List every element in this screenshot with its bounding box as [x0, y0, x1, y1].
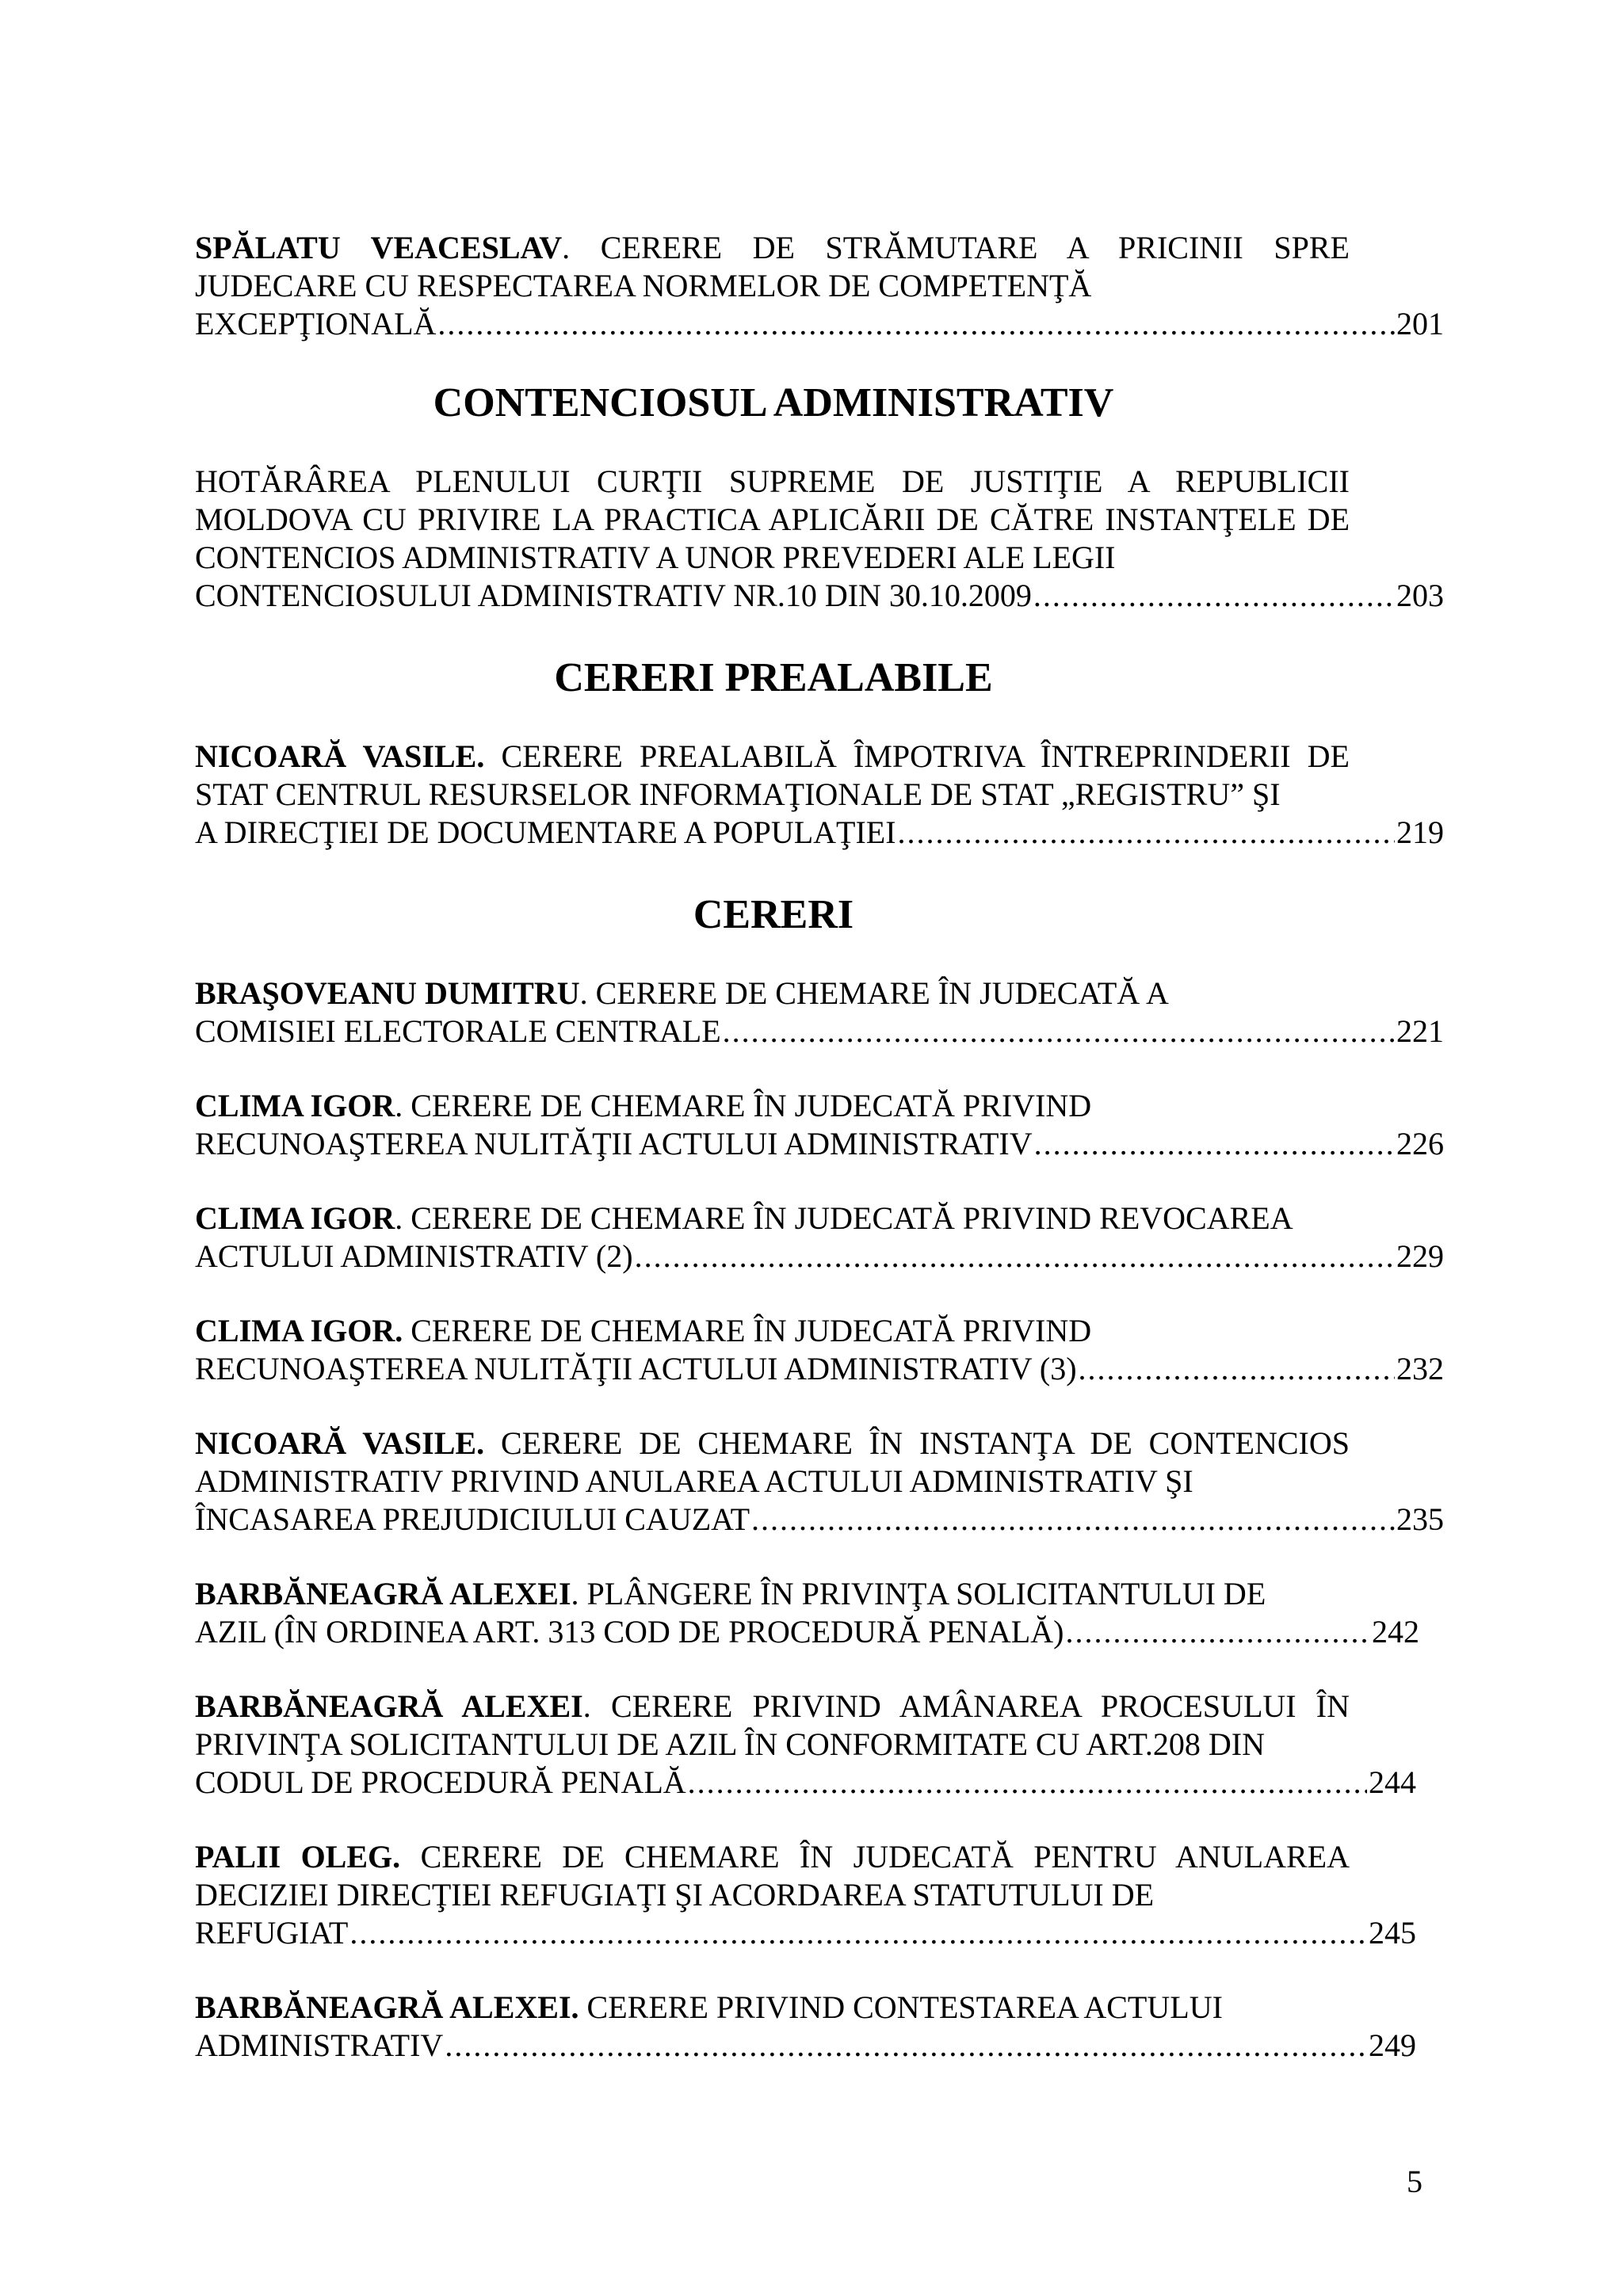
dot-leader	[723, 1013, 1395, 1051]
dot-leader	[1065, 1613, 1370, 1651]
entry-title: CERERE DE CHEMARE ÎN JUDECATĂ PENTRU ANULAREA DECIZIEI DIRECŢIEI REFUGIAŢI ŞI ACORDAREA STATUTULUI DE	[195, 1839, 1350, 1913]
dot-leader	[445, 2027, 1367, 2065]
entry-page-number: 244	[1369, 1764, 1416, 1800]
dot-leader	[635, 1238, 1395, 1276]
entry-page-number: 249	[1369, 2027, 1416, 2063]
entry-title-end: REFUGIAT	[195, 1915, 349, 1951]
dot-leader	[1033, 577, 1395, 615]
entry-title-end: RECUNOAŞTEREA NULITĂŢII ACTULUI ADMINISTRATIV	[195, 1126, 1033, 1161]
entry-author: BRAŞOVEANU DUMITRU	[195, 975, 580, 1011]
entry-title-end: RECUNOAŞTEREA NULITĂŢII ACTULUI ADMINISTRATIV (3)	[195, 1351, 1077, 1386]
entry-page-number: 229	[1396, 1238, 1444, 1274]
entry-author: NICOARĂ VASILE.	[195, 1425, 485, 1461]
entry-page-number: 232	[1396, 1351, 1444, 1386]
toc-entry	[195, 974, 1444, 1051]
entry-author: BARBĂNEAGRĂ ALEXEI	[195, 1688, 583, 1724]
entry-title-end: CODUL DE PROCEDURĂ PENALĂ	[195, 1764, 686, 1800]
toc-entry	[195, 1199, 1444, 1276]
entry-title: . CERERE DE CHEMARE ÎN JUDECATĂ PRIVIND	[395, 1088, 1092, 1123]
entry-author: NICOARĂ VASILE.	[195, 738, 485, 774]
entry-page-number: 245	[1369, 1915, 1416, 1951]
toc-entry	[195, 463, 1444, 615]
dot-leader	[688, 1764, 1367, 1802]
toc-entry	[195, 1575, 1444, 1651]
dot-leader	[751, 1501, 1395, 1539]
dot-leader	[1034, 1125, 1395, 1163]
entry-author: BARBĂNEAGRĂ ALEXEI	[195, 1576, 571, 1611]
entry-title: . CERERE DE CHEMARE ÎN JUDECATĂ A	[579, 975, 1169, 1011]
toc-entry	[195, 1087, 1444, 1163]
dot-leader	[349, 1914, 1367, 1952]
entry-author: CLIMA IGOR	[195, 1200, 395, 1236]
entry-page-number: 219	[1396, 814, 1444, 850]
section-heading-cereri-prealabile: CERERI PREALABILE	[554, 655, 993, 700]
entry-page-number: 201	[1396, 306, 1444, 341]
entry-page-number: 235	[1396, 1501, 1444, 1537]
entry-author: SPĂLATU VEACESLAV	[195, 230, 563, 265]
toc-entry	[195, 229, 1444, 343]
table-of-contents	[195, 229, 1444, 2101]
toc-entry	[195, 1989, 1444, 2065]
entry-page-number: 242	[1372, 1614, 1419, 1650]
entry-author: PALII OLEG.	[195, 1839, 401, 1875]
section-heading-contencios: CONTENCIOSUL ADMINISTRATIV	[433, 380, 1114, 425]
dot-leader	[437, 305, 1395, 343]
entry-author: CLIMA IGOR	[195, 1088, 395, 1123]
page-number: 5	[1407, 2164, 1423, 2199]
entry-author: BARBĂNEAGRĂ ALEXEI.	[195, 1989, 579, 2025]
entry-page-number: 226	[1396, 1126, 1444, 1161]
toc-entry	[195, 1312, 1444, 1388]
entry-author: CLIMA IGOR.	[195, 1313, 403, 1348]
entry-page-number: 203	[1396, 578, 1444, 613]
entry-title-end: CONTENCIOSULUI ADMINISTRATIV NR.10 DIN 30.10.2009	[195, 578, 1032, 613]
dot-leader	[1079, 1350, 1395, 1388]
toc-entry	[195, 738, 1444, 852]
entry-title: . CERERE DE STRĂMUTARE A PRICINII SPRE JUDECARE CU RESPECTAREA NORMELOR DE COMPETENŢĂ	[195, 230, 1350, 303]
toc-entry	[195, 1688, 1444, 1802]
entry-title: . CERERE DE CHEMARE ÎN JUDECATĂ PRIVIND REVOCAREA	[395, 1200, 1293, 1236]
entry-title-end: ÎNCASAREA PREJUDICIULUI CAUZAT	[195, 1501, 750, 1537]
entry-title-end: EXCEPŢIONALĂ	[195, 306, 437, 341]
entry-title-end: ACTULUI ADMINISTRATIV (2)	[195, 1238, 633, 1274]
entry-page-number: 221	[1396, 1013, 1444, 1049]
dot-leader	[898, 814, 1395, 852]
entry-title-end: ADMINISTRATIV	[195, 2027, 444, 2063]
entry-title-end: A DIRECŢIEI DE DOCUMENTARE A POPULAŢIEI	[195, 814, 896, 850]
entry-title: CERERE DE CHEMARE ÎN INSTANŢA DE CONTENCIOS ADMINISTRATIV PRIVIND ANULAREA ACTULUI ADMINISTRATIV ŞI	[195, 1425, 1350, 1499]
entry-title-end: AZIL (ÎN ORDINEA ART. 313 COD DE PROCEDURĂ PENALĂ)	[195, 1614, 1064, 1650]
toc-entry	[195, 1425, 1444, 1539]
section-heading-cereri: CERERI	[693, 892, 854, 937]
entry-title: CERERE PREALABILĂ ÎMPOTRIVA ÎNTREPRINDERII DE STAT CENTRUL RESURSELOR INFORMAŢIONALE DE STAT „REGISTRU” ŞI	[195, 738, 1350, 812]
entry-title: CERERE DE CHEMARE ÎN JUDECATĂ PRIVIND	[403, 1313, 1092, 1348]
entry-title: . PLÂNGERE ÎN PRIVINŢA SOLICITANTULUI DE	[571, 1576, 1266, 1611]
toc-entry	[195, 1838, 1444, 1952]
entry-title: . CERERE PRIVIND AMÂNAREA PROCESULUI ÎN PRIVINŢA SOLICITANTULUI DE AZIL ÎN CONFORMITATE CU ART.208 DIN	[195, 1688, 1350, 1762]
entry-title: CERERE PRIVIND CONTESTAREA ACTULUI	[579, 1989, 1223, 2025]
entry-title-end: COMISIEI ELECTORALE CENTRALE	[195, 1013, 721, 1049]
entry-title: HOTĂRÂREA PLENULUI CURŢII SUPREME DE JUSTIŢIE A REPUBLICII MOLDOVA CU PRIVIRE LA PRACTICA APLICĂRII DE CĂTRE INSTANŢELE DE CONTENCIOS ADMINISTRATIV A UNOR PREVEDERI ALE LEGII	[195, 463, 1350, 575]
